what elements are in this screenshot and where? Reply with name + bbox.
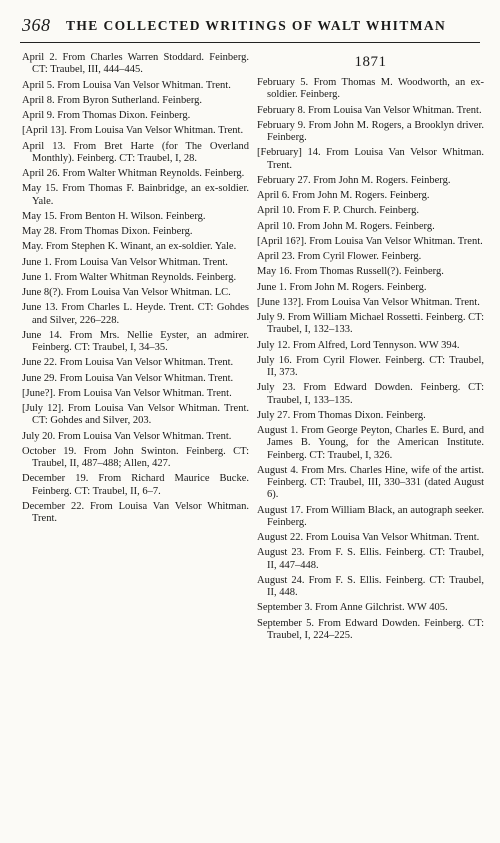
letter-entry: April 13. From Bret Harte (for The Overland Monthly). Feinberg. CT: Traubel, I, 28.	[22, 140, 249, 164]
letter-entry: August 17. From William Black, an autograph seeker. Feinberg.	[257, 504, 484, 528]
letter-entry: April 10. From John M. Rogers. Feinberg.	[257, 220, 435, 232]
letter-entry: [June?]. From Louisa Van Velsor Whitman. Trent.	[22, 387, 232, 399]
letter-entry: [April 16?]. From Louisa Van Velsor Whitman. Trent.	[257, 235, 483, 247]
letter-entry: April 23. From Cyril Flower. Feinberg.	[257, 251, 422, 262]
letter-entry: May 15. From Benton H. Wilson. Feinberg.	[22, 210, 206, 222]
letter-entry: April 9. From Thomas Dixon. Feinberg.	[22, 110, 191, 121]
letter-entry: [June 13?]. From Louisa Van Velsor Whitman. Trent.	[257, 296, 480, 308]
letter-entry: April 8. From Byron Sutherland. Feinberg.	[22, 94, 203, 106]
letter-entry: July 16. From Cyril Flower. Feinberg. CT: Traubel, II, 373.	[257, 354, 484, 378]
letter-entry: July 12. From Alfred, Lord Tennyson. WW 394.	[257, 339, 460, 351]
right-entries	[257, 77, 484, 642]
letter-entry: July 20. From Louisa Van Velsor Whitman. Trent.	[22, 430, 232, 442]
running-title: THE COLLECTED WRITINGS OF WALT WHITMAN	[66, 18, 447, 33]
letter-entry: May. From Stephen K. Winant, an ex-soldier. Yale.	[22, 241, 237, 253]
letter-entry: June 14. From Mrs. Nellie Eyster, an admirer. Feinberg. CT: Traubel, I, 34–35.	[22, 329, 249, 353]
letter-entry: December 19. From Richard Maurice Bucke. Feinberg. CT: Traubel, II, 6–7.	[22, 473, 249, 497]
letter-entry: August 1. From George Peyton, Charles E. Burd, and James B. Young, for the American Institute. Feinberg. CT: Traubel, I, 326.	[257, 425, 484, 461]
letter-entry: August 24. From F. S. Ellis. Feinberg. CT: Traubel, II, 448.	[257, 574, 484, 598]
letter-entry: April 6. From John M. Rogers. Feinberg.	[257, 190, 430, 201]
letter-entry: August 23. From F. S. Ellis. Feinberg. CT: Traubel, II, 447–448.	[257, 547, 484, 571]
letter-entry: May 28. From Thomas Dixon. Feinberg.	[22, 226, 193, 237]
letter-entry: February 27. From John M. Rogers. Feinberg.	[257, 174, 451, 186]
year-heading: 1871	[354, 54, 387, 70]
letter-entry: December 22. From Louisa Van Velsor Whitman. Trent.	[22, 500, 249, 524]
letter-entry: June 1. From Walter Whitman Reynolds. Feinberg.	[22, 271, 237, 283]
letter-entry: June 1. From Louisa Van Velsor Whitman. Trent.	[22, 256, 228, 268]
letter-entry: [April 13]. From Louisa Van Velsor Whitman. Trent.	[22, 125, 244, 137]
letter-entry: August 22. From Louisa Van Velsor Whitman. Trent.	[257, 532, 480, 543]
page-number: 368	[22, 15, 51, 35]
letter-entry: July 9. From William Michael Rossetti. Feinberg. CT: Traubel, I, 132–133.	[257, 312, 484, 336]
letter-entry: [July 12]. From Louisa Van Velsor Whitman. Trent. CT: Gohdes and Silver, 203.	[22, 403, 249, 427]
letter-entry: August 4. From Mrs. Charles Hine, wife of the artist. Feinberg. CT: Traubel, III, 330–331 (dated August 6).	[257, 464, 484, 501]
letter-entry: June 1. From John M. Rogers. Feinberg.	[257, 281, 427, 293]
letter-entry: June 22. From Louisa Van Velsor Whitman. Trent.	[22, 357, 234, 369]
letter-entry: July 27. From Thomas Dixon. Feinberg.	[257, 409, 426, 421]
letter-entry: April 10. From F. P. Church. Feinberg.	[257, 205, 420, 217]
letter-entry: June 29. From Louisa Van Velsor Whitman. Trent.	[22, 372, 234, 384]
letter-entry: October 19. From John Swinton. Feinberg. CT: Traubel, II, 487–488; Allen, 427.	[22, 445, 249, 469]
letter-entry: July 23. From Edward Dowden. Feinberg. CT: Traubel, I, 133–135.	[257, 382, 484, 406]
letter-entry: May 16. From Thomas Russell(?). Feinberg.	[257, 266, 444, 278]
letter-entry: June 13. From Charles L. Heyde. Trent. CT: Gohdes and Silver, 226–228.	[22, 302, 249, 326]
letter-entry: [February] 14. From Louisa Van Velsor Whitman. Trent.	[257, 147, 484, 171]
letter-entry: April 26. From Walter Whitman Reynolds. Feinberg.	[22, 168, 245, 179]
letter-entry: February 8. From Louisa Van Velsor Whitman. Trent.	[257, 104, 482, 116]
letter-entry: April 2. From Charles Warren Stoddard. Feinberg. CT: Traubel, III, 444–445.	[22, 52, 249, 76]
page-header	[20, 12, 480, 43]
letter-entry: September 5. From Edward Dowden. Feinberg. CT: Traubel, I, 224–225.	[257, 617, 484, 641]
letter-entry: May 15. From Thomas F. Bainbridge, an ex-soldier. Yale.	[22, 183, 249, 207]
letter-entry: February 9. From John M. Rogers, a Brooklyn driver. Feinberg.	[257, 119, 484, 143]
left-column	[22, 52, 249, 528]
letter-entry: April 5. From Louisa Van Velsor Whitman. Trent.	[22, 79, 231, 91]
right-column	[257, 52, 484, 645]
letter-entry: June 8(?). From Louisa Van Velsor Whitman. LC.	[22, 287, 231, 298]
letter-entry: February 5. From Thomas M. Woodworth, an ex-soldier. Feinberg.	[257, 77, 484, 101]
letter-entry: September 3. From Anne Gilchrist. WW 405.	[257, 602, 448, 614]
